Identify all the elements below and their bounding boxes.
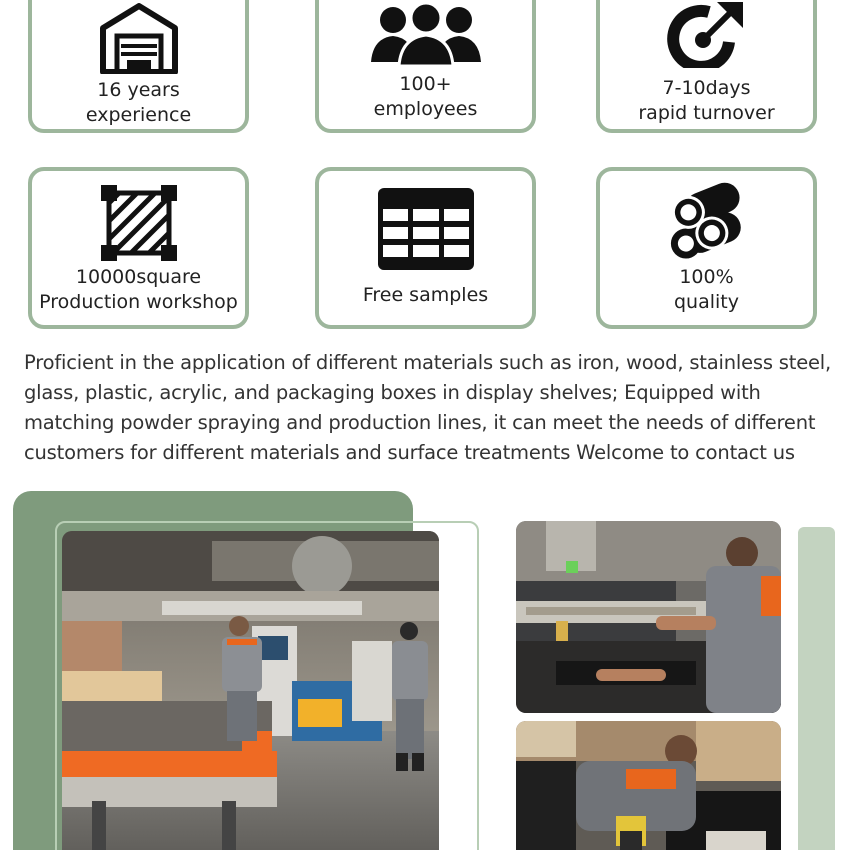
side-decor-bar — [798, 527, 835, 850]
turnover-icon — [600, 0, 813, 68]
samples-grid-icon — [319, 187, 532, 271]
feature-card-samples — [315, 167, 536, 329]
feature-line2: employees — [373, 98, 478, 120]
feature-line1: 10000square — [75, 266, 202, 288]
feature-card-turnover — [596, 0, 817, 133]
workshop-edging-photo — [516, 521, 781, 713]
feature-line2: quality — [674, 291, 739, 313]
feature-line1: 100% — [679, 266, 734, 288]
feature-line1: Free samples — [362, 284, 489, 306]
feature-line1: 100+ — [399, 73, 452, 95]
employees-icon — [319, 2, 532, 66]
company-description: Proficient in the application of different materials such as iron, wood, stainless steel, glass, plastic, acrylic, and packaging boxes in display shelves; Equipped with matching powder spraying and production lines, it can meet the needs of different customers for different materials and surface treatments Welcome to contact us — [24, 351, 832, 464]
feature-card-workshop — [28, 167, 249, 329]
workshop-cnc-photo — [62, 531, 439, 850]
workshop-area-icon — [32, 183, 245, 263]
feature-line2: experience — [85, 104, 192, 126]
feature-line2: Production workshop — [39, 291, 238, 313]
feature-line2: rapid turnover — [638, 102, 775, 124]
workshop-drilling-photo — [516, 721, 781, 850]
feature-card-employees — [315, 0, 536, 133]
quality-pipes-icon — [600, 181, 813, 261]
feature-card-quality — [596, 167, 817, 329]
feature-line1: 7-10days — [662, 77, 751, 99]
warehouse-icon — [32, 2, 245, 74]
feature-card-experience — [28, 0, 249, 133]
feature-line1: 16 years — [97, 79, 180, 101]
